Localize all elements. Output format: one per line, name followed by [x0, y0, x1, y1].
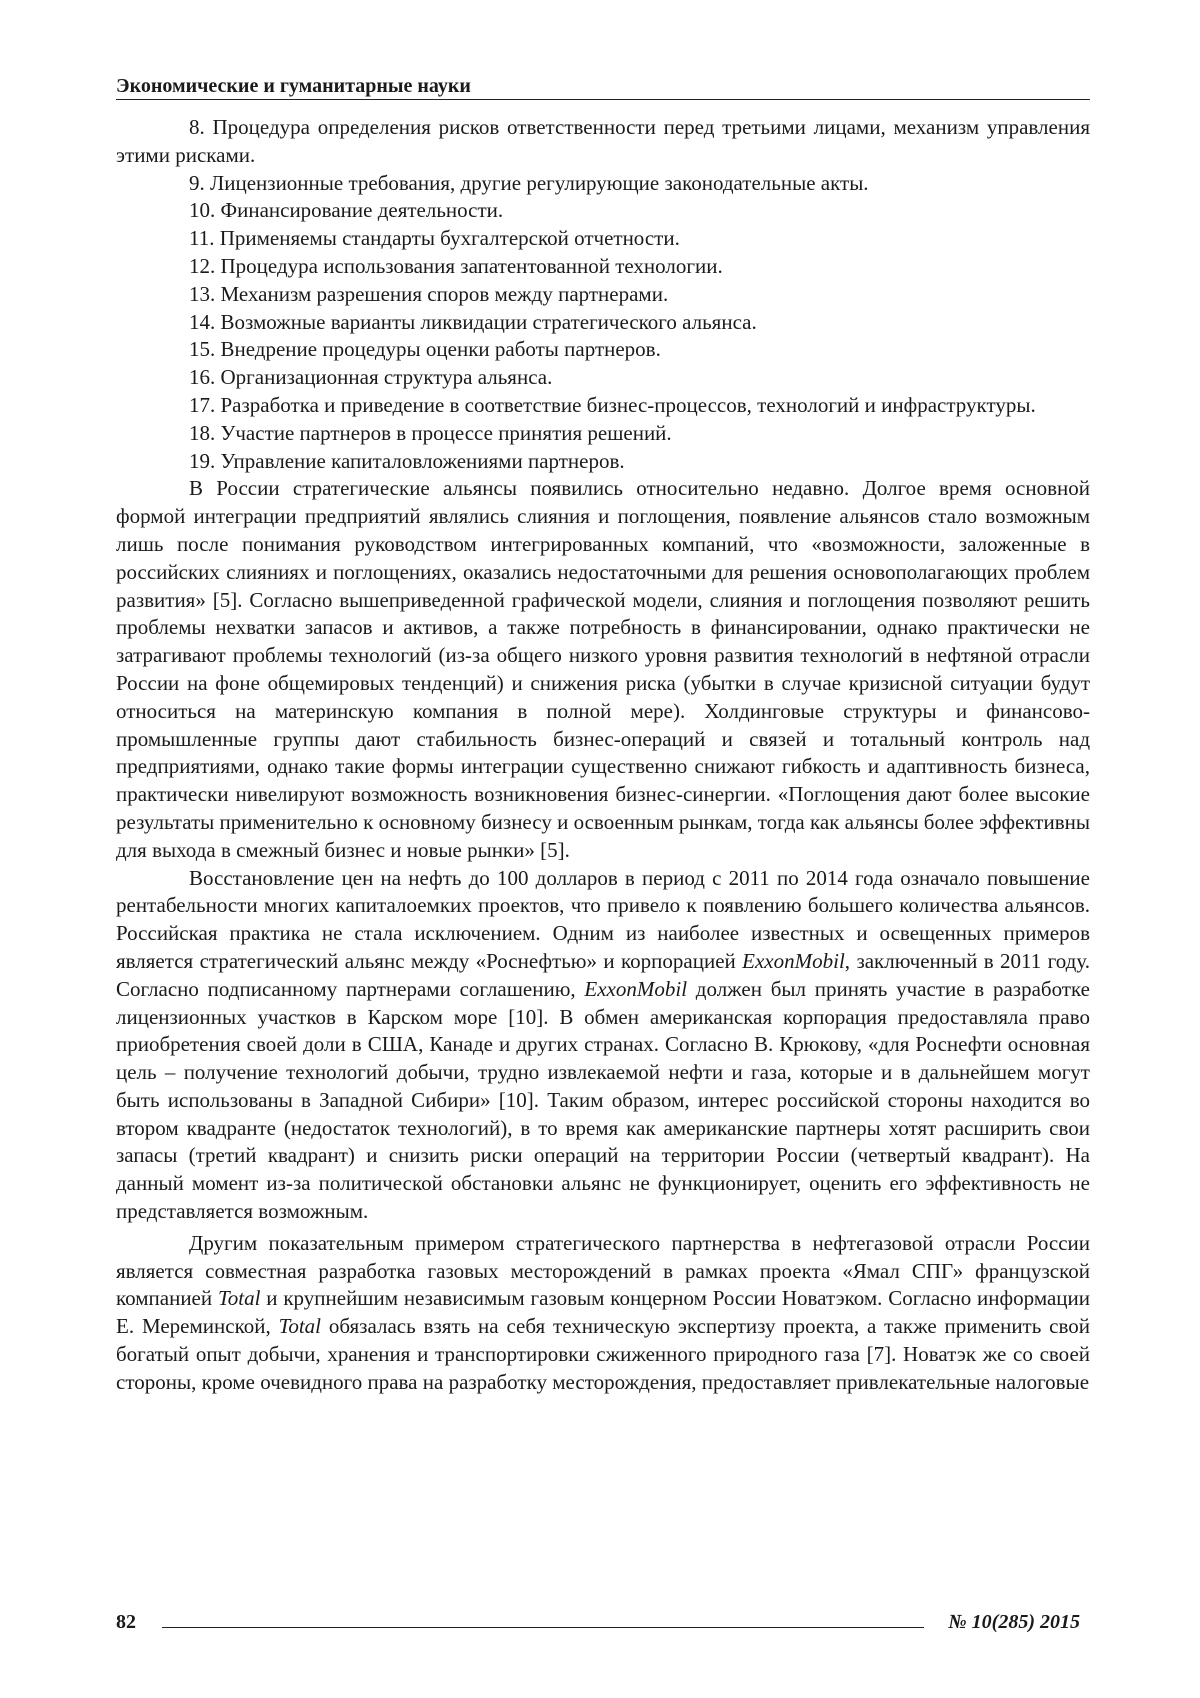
- paragraph-text: Другим показательным примером стратегического партнерства в нефтегазовой отрасли России является совместная разработка газовых месторождений в рамках проекта «Ямал СПГ» французской компанией: [116, 1230, 1090, 1311]
- paragraph-yamal-lng: [116, 1230, 1090, 1397]
- list-item: 12. Процедура использования запатентованной технологии.: [189, 253, 723, 278]
- list-item: 10. Финансирование деятельности.: [189, 198, 504, 223]
- list-item: 14. Возможные варианты ликвидации стратегического альянса.: [189, 309, 757, 334]
- company-name-italic: Total: [278, 1314, 321, 1339]
- page-footer: [116, 1611, 1090, 1639]
- list-item: 8. Процедура определения рисков ответственности перед третьими лицами, механизм управления этими рисками.: [116, 115, 1090, 167]
- list-item: 15. Внедрение процедуры оценки работы партнеров.: [189, 337, 661, 362]
- body-text: [116, 114, 1090, 1397]
- company-name-italic: ExxonMobil: [742, 948, 845, 973]
- paragraph-text: и крупнейшим независимым газовым концерном России Новатэком. Согласно информации Е. Мереминской,: [116, 1286, 1090, 1339]
- company-name-italic: ExxonMobil: [584, 976, 688, 1001]
- paragraph-text: , заключенный в 2011 году. Согласно подписанному партнерами соглашению,: [116, 948, 1090, 1001]
- list-item: 18. Участие партнеров в процессе принятия решений.: [189, 420, 672, 445]
- paragraph-text: Восстановление цен на нефть до 100 долларов в период с 2011 по 2014 года означало повышение рентабельности многих капиталоемких проектов, что привело к появлению большего количества альянсов. Российская практика не стала исключением. Одним из наиболее известных и освещенных примеров является стратегический альянс между «Роснефтью» и корпорацией: [116, 865, 1090, 973]
- paragraph-text: обязалась взять на себя техническую экспертизу проекта, а также применить свой богатый опыт добычи, хранения и транспортировки сжиженного природного газа [7]. Новатэк же со своей стороны, кроме очевидного права на разработку месторождения, предоставляет привлекательные налоговые: [116, 1314, 1091, 1394]
- paragraph-text: должен был принять участие в разработке лицензионных участков в Карском море [10]. В обмен американская корпорация предоставляла право приобретения своей доли в США, Канаде и других странах. Согласно В. Крюкову, «для Роснефти основная цель – получение технологий добычи, трудно извлекаемой нефти и газа, которые и в дальнейшем могут быть использованы в Западной Сибири» [10]. Таким образом, интерес российской стороны находится во втором квадранте (недостаток технологий), в то время как американские партнеры хотят расширить свои запасы (третий квадрант) и снизить риски операций на территории России (четвертый квадрант). На данный момент из-за политической обстановки альянс не функционирует, оценить его эффективность не представляется возможным.: [116, 976, 1090, 1224]
- list-item: 17. Разработка и приведение в соответствие бизнес-процессов, технологий и инфраструктуры.: [189, 392, 1036, 417]
- list-item: 16. Организационная структура альянса.: [189, 365, 553, 390]
- page-number: 82: [116, 1611, 136, 1633]
- paragraph-alliances-in-russia: В России стратегические альянсы появились относительно недавно. Долгое время основной формой интеграции предприятий являлись слияния и поглощения, появление альянсов стало возможным лишь после понимания руководством интегрированных компаний, что «возможности, заложенные в российских слияниях и поглощениях, оказались недостаточными для решения основополагающих проблем развития» [5]. Согласно вышеприведенной графической модели, слияния и поглощения позволяют решить проблемы нехватки запасов и активов, а также потребность в финансировании, однако практически не затрагивают проблемы технологий (из-за общего низкого уровня развития технологий в нефтяной отрасли России на фоне общемировых тенденций) и снижения риска (убытки в случае кризисной ситуации будут относиться на материнскую компания в полной мере). Холдинговые структуры и финансово-промышленные группы дают стабильность бизнес-операций и связей и тотальный контроль над предприятиями, однако такие формы интеграции существенно снижают гибкость и адаптивность бизнеса, практически нивелируют возможность возникновения бизнес-синергии. «Поглощения дают более высокие результаты применительно к основному бизнесу и освоенным рынкам, тогда как альянсы более эффективны для выхода в смежный бизнес и новые рынки» [5].: [116, 476, 1090, 862]
- list-item: 11. Применяемы стандарты бухгалтерской отчетности.: [189, 226, 680, 251]
- paragraph-rosneft-exxonmobil: [116, 865, 1090, 1226]
- company-name-italic: Total: [217, 1286, 261, 1311]
- running-header: Экономические и гуманитарные науки: [116, 74, 1090, 100]
- footer-divider: [162, 1627, 924, 1628]
- list-item: 9. Лицензионные требования, другие регулирующие законодательные акты.: [189, 170, 869, 195]
- list-item: 13. Механизм разрешения споров между партнерами.: [189, 281, 669, 306]
- list-item: 19. Управление капиталовложениями партнеров.: [189, 448, 625, 473]
- issue-number: № 10(285) 2015: [948, 1611, 1080, 1633]
